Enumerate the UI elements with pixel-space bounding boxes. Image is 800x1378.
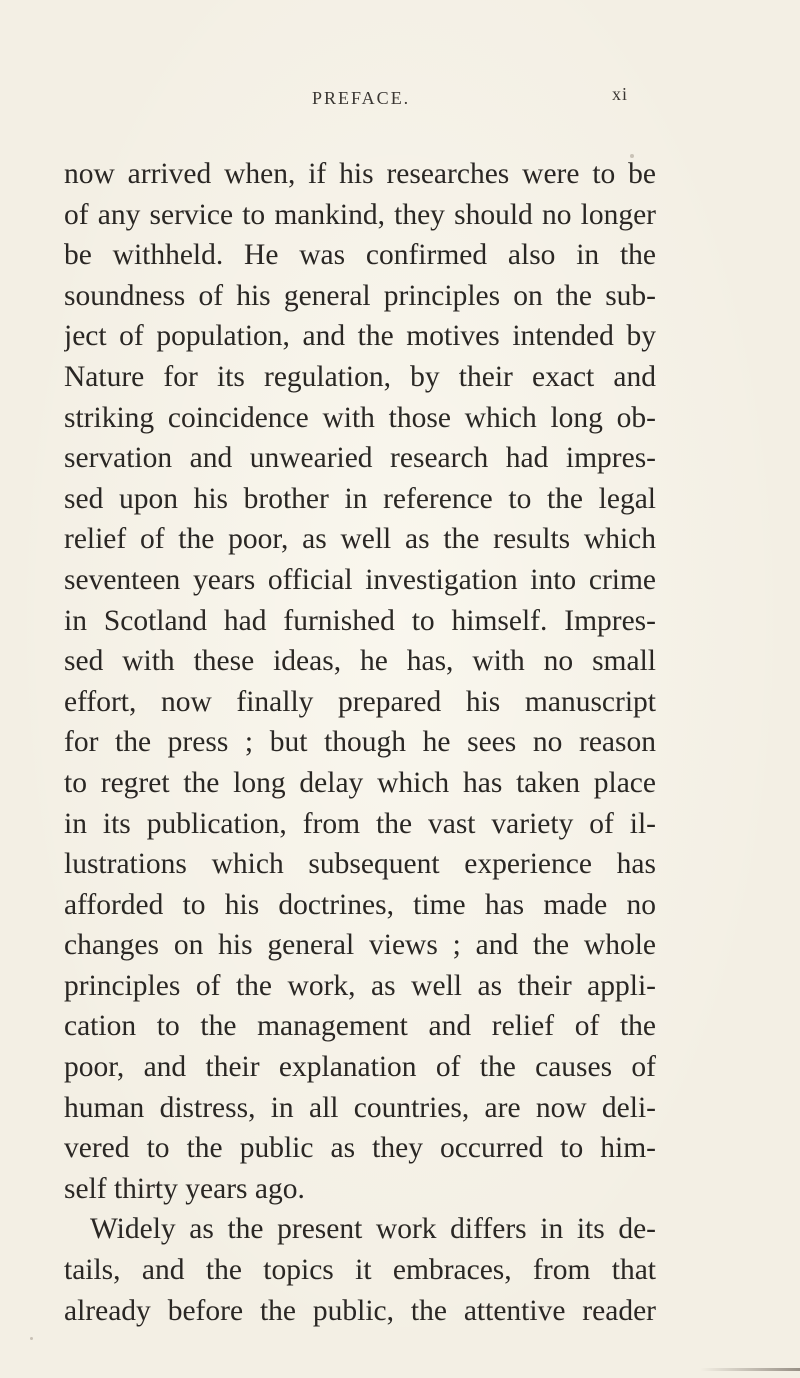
text-line: be withheld. He was confirmed also in the <box>64 239 656 272</box>
page-number: xi <box>612 84 629 104</box>
text-line: for the press ; but though he sees no reason <box>64 726 656 759</box>
paragraph-end-line: self thirty years ago. <box>64 1172 305 1205</box>
text-line: changes on his general views ; and the whole <box>64 929 656 962</box>
text-line: poor, and their explanation of the causes of <box>64 1051 656 1084</box>
text-line: principles of the work, as well as their appli- <box>64 969 656 1002</box>
text-line: of any service to mankind, they should no longer <box>64 198 656 231</box>
text-line: ject of population, and the motives intended by <box>64 320 656 353</box>
text-line: sed with these ideas, he has, with no small <box>64 645 656 678</box>
body-text <box>64 154 656 1331</box>
text-line: in its publication, from the vast variety of il- <box>64 807 656 840</box>
text-line: cation to the management and relief of the <box>64 1010 656 1043</box>
text-line: now arrived when, if his researches were to be <box>64 158 656 190</box>
text-line: to regret the long delay which has taken place <box>64 766 656 799</box>
text-line: lustrations which subsequent experience has <box>64 848 656 881</box>
text-line: relief of the poor, as well as the results which <box>64 523 656 556</box>
text-line: afforded to his doctrines, time has made no <box>64 888 656 921</box>
page-edge-shadow <box>700 1368 800 1371</box>
text-line: tails, and the topics it embraces, from that <box>64 1254 656 1287</box>
text-line: striking coincidence with those which long ob- <box>64 401 656 434</box>
running-head: PREFACE. <box>312 88 411 108</box>
text-line: effort, now finally prepared his manuscript <box>64 685 656 718</box>
text-line: sed upon his brother in reference to the legal <box>64 482 656 515</box>
text-line: seventeen years official investigation into crime <box>64 563 656 596</box>
paragraph-start-line: Widely as the present work differs in its de- <box>90 1213 656 1246</box>
text-line: human distress, in all countries, are now deli- <box>64 1091 656 1124</box>
text-line: vered to the public as they occurred to him- <box>64 1132 656 1165</box>
text-line: soundness of his general principles on the sub- <box>64 279 656 312</box>
ink-speck <box>30 1337 33 1340</box>
page-header <box>0 84 800 114</box>
text-line: in Scotland had furnished to himself. Impres- <box>64 604 656 637</box>
text-line: already before the public, the attentive reader <box>64 1294 656 1327</box>
text-line: servation and unwearied research had impres- <box>64 442 656 475</box>
text-line: Nature for its regulation, by their exact and <box>64 360 656 393</box>
